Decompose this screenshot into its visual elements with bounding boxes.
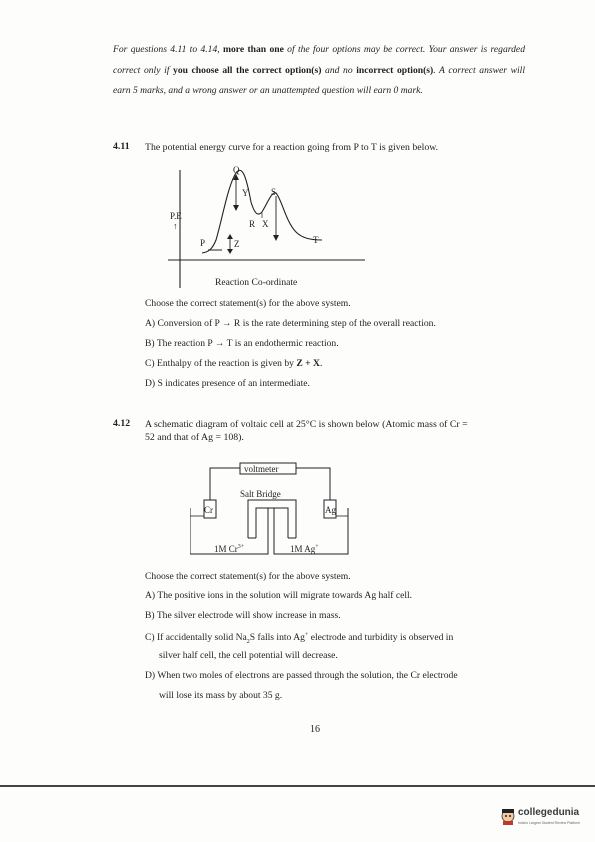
x-axis-label: Reaction Co-ordinate xyxy=(215,277,298,288)
q412-option-c-post: electrode and turbidity is observed in xyxy=(308,632,454,644)
q411-option-c-post: . xyxy=(319,358,323,369)
q411-prompt: Choose the correct statement(s) for the above system. xyxy=(145,298,351,309)
up-arrow-icon: ↑ xyxy=(173,221,178,231)
q412-option-a: A) The positive ions in the solution will migrate towards Ag half cell. xyxy=(145,590,413,601)
question-4-11-text: The potential energy curve for a reaction going from P to T is given below. xyxy=(145,142,439,153)
q411-option-c-pre: C) Enthalpy of the reaction is given by xyxy=(145,358,297,369)
ag-solution-text: 1M Ag xyxy=(290,544,316,554)
bottom-rule xyxy=(0,785,595,787)
instr-text-3: and no xyxy=(325,64,353,76)
label-salt-bridge: Salt Bridge xyxy=(240,489,281,499)
q412-option-c-sub: 2 xyxy=(246,639,250,646)
left-wire xyxy=(210,468,240,500)
logo-tagline: India's Largest Student Review Platform xyxy=(518,821,581,825)
energy-curve xyxy=(202,170,322,253)
q411-option-c xyxy=(145,357,322,370)
salt-bridge-outer xyxy=(248,500,296,538)
question-4-12-text-2: 52 and that of Ag = 108). xyxy=(145,432,244,443)
label-cr: Cr xyxy=(204,505,213,515)
q412-option-c-sup: + xyxy=(304,632,309,638)
q412-option-c-mid: S falls into Ag xyxy=(249,632,305,644)
instructions xyxy=(113,40,525,102)
q412-option-c-pre: C) If accidentally solid Na xyxy=(145,632,247,644)
instr-text-1: For questions 4.11 to 4.14, xyxy=(113,44,220,55)
label-t: T xyxy=(313,235,319,245)
instr-text-4: . A correct answer will earn 5 marks, and a wrong answer or an unattempted question will earn 0 mark. xyxy=(113,64,525,96)
collegedunia-logo xyxy=(500,805,595,835)
label-s: S xyxy=(271,187,277,197)
q412-option-b: B) The silver electrode will show increase in mass. xyxy=(145,610,341,621)
q411-option-b: B) The reaction P → T is an endothermic reaction. xyxy=(145,338,339,349)
label-p: P xyxy=(200,238,206,248)
page-number: 16 xyxy=(310,724,320,735)
q412-option-d-line1: D) When two moles of electrons are passed through the solution, the Cr electrode xyxy=(145,670,458,681)
q412-option-c-line1 xyxy=(145,629,453,649)
question-number-4-12: 4.12 xyxy=(113,418,131,429)
label-q: Q xyxy=(233,165,240,175)
label-ag: Ag xyxy=(325,505,336,515)
q412-prompt: Choose the correct statement(s) for the above system. xyxy=(145,571,351,582)
label-voltmeter: voltmeter xyxy=(244,464,279,474)
logo-name: collegedunia xyxy=(518,807,580,818)
question-number-4-11: 4.11 xyxy=(113,141,130,152)
instr-text-2: of the four options may be correct. Your answer is regarded correct only if xyxy=(113,44,525,76)
instr-bold-1: more than one xyxy=(223,44,284,55)
q411-option-d: D) S indicates presence of an intermediate. xyxy=(145,378,310,389)
label-cr-solution xyxy=(214,542,244,554)
label-x: X xyxy=(262,219,269,229)
cr-solution-text: 1M Cr xyxy=(214,544,238,554)
label-y: Y xyxy=(242,188,249,198)
instr-bold-2: you choose all the correct option(s) xyxy=(173,64,322,76)
potential-energy-diagram xyxy=(150,160,370,290)
question-4-12-text-1: A schematic diagram of voltaic cell at 25°C is shown below (Atomic mass of Cr = xyxy=(145,419,468,430)
q411-option-a: A) Conversion of P → R is the rate determining step of the overall reaction. xyxy=(145,318,436,329)
label-r: R xyxy=(249,219,256,229)
q412-option-d-line2: will lose its mass by about 35 g. xyxy=(159,690,283,701)
q411-option-c-bold: Z + X xyxy=(296,358,320,369)
right-wire xyxy=(296,468,330,500)
label-pe: P.E xyxy=(170,211,182,221)
instr-bold-3: incorrect option(s) xyxy=(356,64,434,76)
label-z: Z xyxy=(234,239,240,249)
cr-charge: 3+ xyxy=(237,544,245,550)
q412-option-c-line2: silver half cell, the cell potential will decrease. xyxy=(159,650,338,661)
mascot-icon xyxy=(500,807,516,825)
ag-charge: + xyxy=(315,544,319,550)
label-ag-solution xyxy=(290,542,319,554)
salt-bridge-inner xyxy=(256,508,288,538)
